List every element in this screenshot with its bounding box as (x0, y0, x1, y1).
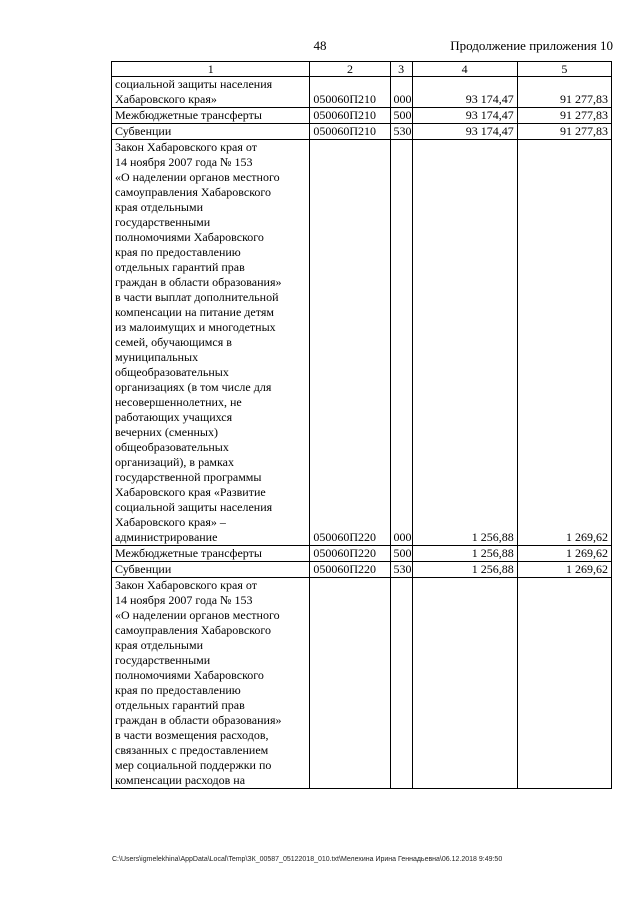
continuation-label: Продолжение приложения 10 (450, 38, 613, 53)
table-header-row (112, 62, 612, 77)
row-name-line: Межбюджетные трансферты (115, 108, 262, 122)
row-name-cell (112, 546, 310, 562)
row-name-line: «О наделении органов местного (115, 170, 280, 184)
expense-kind-cell (390, 578, 412, 789)
target-code-cell (310, 578, 390, 789)
row-name-line: государственной программы (115, 470, 262, 484)
row-name-line: общеобразовательных (115, 365, 229, 379)
row-name-line: администрирование (115, 530, 218, 544)
row-name-line: муниципальных (115, 350, 199, 364)
value-col5-cell: 91 277,83 (517, 77, 611, 108)
row-name-line: в части выплат дополнительной (115, 290, 279, 304)
row-name-cell (112, 77, 310, 108)
row-name-line: вечерних (сменных) (115, 425, 218, 439)
row-name-line: Закон Хабаровского края от (115, 140, 257, 154)
row-name-line: организаций), в рамках (115, 455, 234, 469)
row-name-line: социальной защиты населения (115, 500, 273, 514)
value-col4-cell: 1 256,88 (412, 546, 517, 562)
row-name-line: компенсации на питание детям (115, 305, 274, 319)
row-name-line: государственными (115, 215, 211, 229)
budget-table (111, 61, 612, 789)
value-col5-cell: 91 277,83 (517, 108, 611, 124)
row-name-line: граждан в области образования» (115, 713, 282, 727)
column-header: 2 (310, 62, 390, 77)
row-name-line: самоуправления Хабаровского (115, 185, 272, 199)
table-row (112, 108, 612, 124)
row-name-line: общеобразовательных (115, 440, 229, 454)
expense-kind-cell: 530 (390, 124, 412, 140)
target-code-cell: 050060П210 (310, 77, 390, 108)
row-name-cell (112, 578, 310, 789)
row-name-line: социальной защиты населения (115, 77, 273, 91)
row-name-line: из малоимущих и многодетных (115, 320, 276, 334)
row-name-line: несовершеннолетних, не (115, 395, 242, 409)
row-name-line: Хабаровского края» (115, 92, 217, 106)
expense-kind-cell: 000 (390, 140, 412, 546)
expense-kind-cell: 500 (390, 546, 412, 562)
value-col5-cell (517, 578, 611, 789)
row-name-line: Субвенции (115, 124, 172, 138)
target-code-cell: 050060П220 (310, 562, 390, 578)
row-name-cell (112, 108, 310, 124)
row-name-line: отдельных гарантий прав (115, 260, 245, 274)
row-name-line: семей, обучающимся в (115, 335, 232, 349)
row-name-line: государственными (115, 653, 211, 667)
table-row (112, 77, 612, 108)
column-header: 3 (390, 62, 412, 77)
value-col5-cell: 1 269,62 (517, 140, 611, 546)
row-name-cell (112, 124, 310, 140)
table-row (112, 562, 612, 578)
value-col5-cell: 91 277,83 (517, 124, 611, 140)
row-name-line: «О наделении органов местного (115, 608, 280, 622)
row-name-line: организациях (в том числе для (115, 380, 272, 394)
table-row (112, 124, 612, 140)
row-name-line: Субвенции (115, 562, 172, 576)
row-name-line: отдельных гарантий прав (115, 698, 245, 712)
column-header: 1 (112, 62, 310, 77)
row-name-line: 14 ноября 2007 года № 153 (115, 593, 253, 607)
expense-kind-cell: 000 (390, 77, 412, 108)
row-name-line: края по предоставлению (115, 245, 241, 259)
target-code-cell: 050060П220 (310, 546, 390, 562)
column-header: 5 (517, 62, 611, 77)
target-code-cell: 050060П210 (310, 108, 390, 124)
value-col4-cell (412, 578, 517, 789)
row-name-line: самоуправления Хабаровского (115, 623, 272, 637)
row-name-line: края отдельными (115, 200, 203, 214)
value-col4-cell: 1 256,88 (412, 562, 517, 578)
value-col4-cell: 93 174,47 (412, 124, 517, 140)
target-code-cell: 050060П210 (310, 124, 390, 140)
row-name-line: Хабаровского края «Развитие (115, 485, 266, 499)
row-name-cell (112, 562, 310, 578)
table-row (112, 546, 612, 562)
row-name-line: 14 ноября 2007 года № 153 (115, 155, 253, 169)
column-header: 4 (412, 62, 517, 77)
value-col4-cell: 93 174,47 (412, 77, 517, 108)
row-name-line: Закон Хабаровского края от (115, 578, 257, 592)
row-name-line: Межбюджетные трансферты (115, 546, 262, 560)
row-name-cell (112, 140, 310, 546)
value-col4-cell: 93 174,47 (412, 108, 517, 124)
table-row (112, 140, 612, 546)
row-name-line: Хабаровского края» – (115, 515, 226, 529)
row-name-line: полномочиями Хабаровского (115, 230, 264, 244)
page-number: 48 (313, 38, 327, 53)
row-name-line: связанных с предоставлением (115, 743, 269, 757)
row-name-line: граждан в области образования» (115, 275, 282, 289)
target-code-cell: 050060П220 (310, 140, 390, 546)
expense-kind-cell: 500 (390, 108, 412, 124)
value-col5-cell: 1 269,62 (517, 562, 611, 578)
row-name-line: компенсации расходов на (115, 773, 246, 787)
row-name-line: в части возмещения расходов, (115, 728, 269, 742)
row-name-line: полномочиями Хабаровского (115, 668, 264, 682)
row-name-line: края по предоставлению (115, 683, 241, 697)
row-name-line: работающих учащихся (115, 410, 233, 424)
expense-kind-cell: 530 (390, 562, 412, 578)
value-col5-cell: 1 269,62 (517, 546, 611, 562)
row-name-line: мер социальной поддержки по (115, 758, 272, 772)
table-row (112, 578, 612, 789)
row-name-line: края отдельными (115, 638, 203, 652)
footer-path: C:\Users\igmelekhina\AppData\Local\Temp\ЗК_00587_05122018_010.txt\Мелехина Ирина Геннадьевна\06.12.2018 9:49:50 (112, 856, 503, 863)
value-col4-cell: 1 256,88 (412, 140, 517, 546)
